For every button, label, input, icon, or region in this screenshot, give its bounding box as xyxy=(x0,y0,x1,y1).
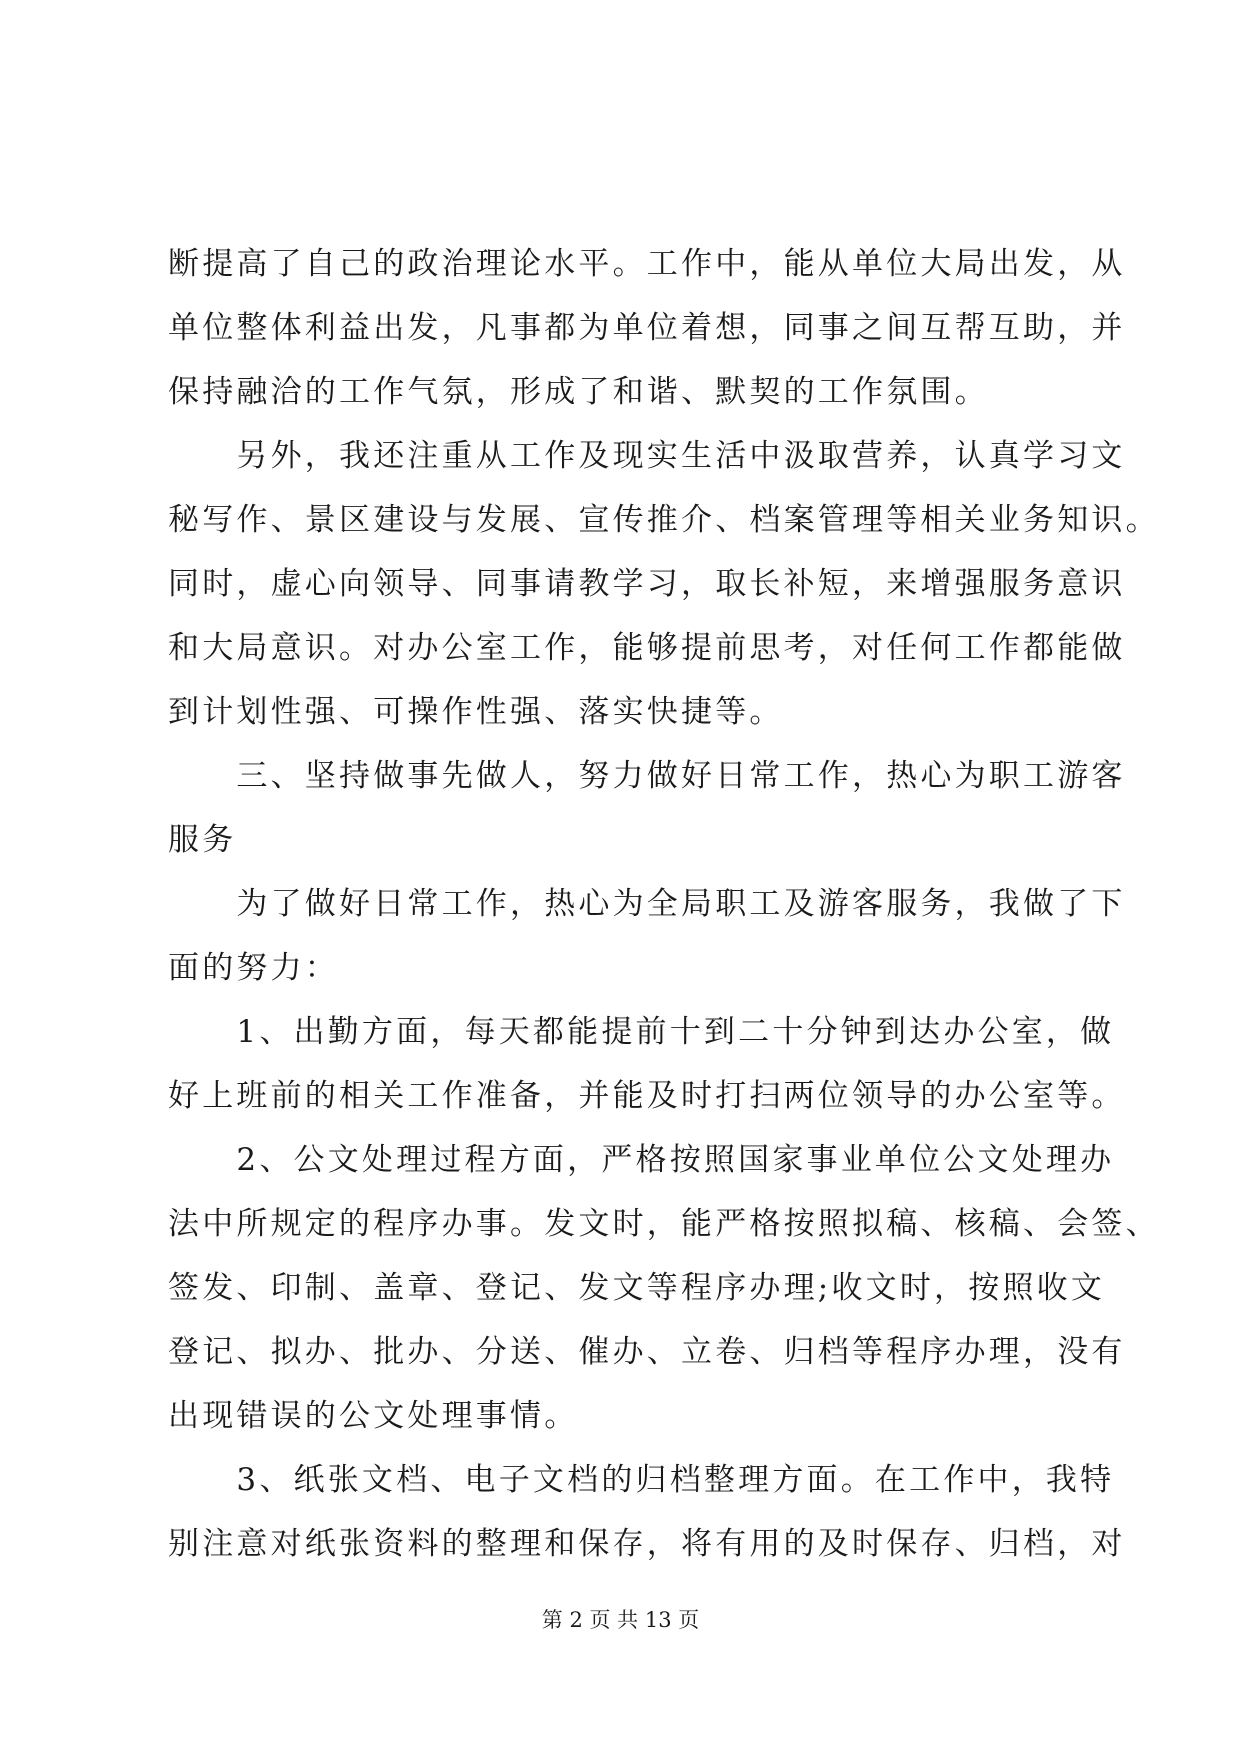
text-line: 好上班前的相关工作准备，并能及时打扫两位领导的办公室等。 xyxy=(168,1078,1126,1114)
text-line: 3、纸张文档、电子文档的归档整理方面。在工作中，我特 xyxy=(168,1462,1115,1498)
text-line: 别注意对纸张资料的整理和保存，将有用的及时保存、归档，对 xyxy=(168,1526,1126,1562)
text-line: 秘写作、景区建设与发展、宣传推介、档案管理等相关业务知识。 xyxy=(168,502,1160,538)
section-heading-line: 服务 xyxy=(168,822,237,858)
text-line: 为了做好日常工作，热心为全局职工及游客服务，我做了下 xyxy=(168,886,1126,922)
text-line: 另外，我还注重从工作及现实生活中汲取营养，认真学习文 xyxy=(168,438,1126,474)
text-line: 断提高了自己的政治理论水平。工作中，能从单位大局出发，从 xyxy=(168,246,1126,282)
text-line: 登记、拟办、批办、分送、催办、立卷、归档等程序办理，没有 xyxy=(168,1334,1126,1370)
text-line: 面的努力： xyxy=(168,950,339,986)
text-line: 签发、印制、盖章、登记、发文等程序办理;收文时，按照收文 xyxy=(168,1270,1106,1306)
document-body xyxy=(168,232,1160,1576)
text-line: 单位整体利益出发，凡事都为单位着想，同事之间互帮互助，并 xyxy=(168,310,1126,346)
section-heading-line: 三、坚持做事先做人，努力做好日常工作，热心为职工游客 xyxy=(168,758,1126,794)
text-line: 保持融洽的工作气氛，形成了和谐、默契的工作氛围。 xyxy=(168,374,989,410)
text-line: 到计划性强、可操作性强、落实快捷等。 xyxy=(168,694,784,730)
text-line: 和大局意识。对办公室工作，能够提前思考，对任何工作都能做 xyxy=(168,630,1126,666)
text-line: 2、公文处理过程方面，严格按照国家事业单位公文处理办 xyxy=(168,1142,1115,1178)
text-line: 出现错误的公文处理事情。 xyxy=(168,1398,579,1434)
page-number-footer: 第 2 页 共 13 页 xyxy=(541,1608,700,1632)
text-line: 1、出勤方面，每天都能提前十到二十分钟到达办公室，做 xyxy=(168,1014,1115,1050)
text-line: 同时，虚心向领导、同事请教学习，取长补短，来增强服务意识 xyxy=(168,566,1126,602)
text-line: 法中所规定的程序办事。发文时，能严格按照拟稿、核稿、会签、 xyxy=(168,1206,1160,1242)
